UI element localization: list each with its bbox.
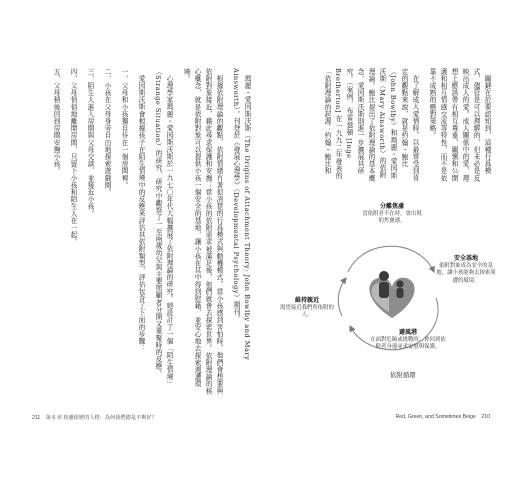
right-page — [264, 54, 500, 452]
body-paragraph: 在了解成人愛情時，以最常受到肯定的觀點來說，就是約翰・鮑比（John Bowlby）和瑪麗・愛因斯沃斯（Mary Ainsworth）的依附理論。鮑比提出了依附理論的基本概念，愛因斯沃斯則進一步擴展其研究。（案例，布雷瑟頓 [Inge Bretherton] 在一九九二年發表的「依附理論的起源：約翰・鮑比和 — [323, 68, 419, 182]
safe-haven-label: 避風港 在面對危險或挑戰時，會回到依附者身邊尋求安慰與保護。 — [370, 330, 446, 351]
chapter-label: 第 6 章 — [45, 415, 62, 421]
diagram-caption: 依附循環 — [390, 372, 416, 379]
list-item: 四、父母悄悄地離開房間，只留下小孩和陌生人在一起。 — [69, 68, 77, 246]
left-page-footer — [32, 414, 157, 421]
right-page-body — [304, 68, 492, 184]
list-item: 一、父母和小孩獨自待在一個房間裡。 — [120, 68, 128, 189]
attachment-cycle-diagram — [264, 194, 500, 404]
secure-base-label: 安全基地 依附對象成為安全的基地，讓小孩能夠去探索周遭的環境。 — [436, 256, 496, 284]
cycle-arrow — [348, 246, 434, 272]
left-page-body — [36, 68, 252, 398]
cycle-arrow — [338, 278, 346, 316]
body-paragraph: 根據依附理論的觀點，依附情緒有著很清楚的行爲模式與動機模式。當小孩感到害怕時，他們會想要與依附對象接近，藉此尋求保護和安撫；當小孩的依附需求被滿足後，他們就會去探索世界。依附理論的核心概念，就是依附對象可以提供小孩一個安全的基地，讓小孩在其中得到慰藉，並安心地去探索週遭環境。 — [182, 68, 223, 395]
chapter-title: 焦慮依戀的人格：為何我們總是不夠好？ — [63, 415, 157, 421]
heart-icon — [369, 278, 414, 318]
list-item: 二、小孩在父母身旁自由地探索遊戲間。 — [103, 68, 111, 196]
page-number: 210 — [481, 414, 490, 420]
right-page-footer — [395, 414, 490, 420]
body-paragraph: 瑪麗・愛因斯沃斯（The Origins of Attachment Theory: John Bowlby and Mary Ainsworth）。刊登於《發展心理學》（Developmental Psychology）期刊。 — [232, 68, 251, 360]
list-item: 五、父母稍後回到房間安撫小孩。 — [52, 68, 60, 175]
page-number: 211 — [32, 415, 41, 421]
separation-anxiety-label: 分離焦慮 當依附者不在時，會出現的焦慮感。 — [362, 204, 422, 225]
body-paragraph: 關鍵在於要認知到，這種行爲模式，儘管是可以理解的，但未必是反映出成人的愛。成人關係中的愛，理想上應該帶有相互尊重、關懷和公開適和相互情感交流等特性，而不是依靠不成熟的應對策略。 — [428, 68, 491, 182]
left-page — [22, 54, 260, 452]
book-spread — [22, 54, 500, 452]
running-title: Red, Green, and Sometimes Beige — [395, 414, 476, 420]
body-paragraph: 心理學家瑪麗・愛因斯沃斯於一九七〇年代大幅擴展了依附理論的研究。她設計了一個「陌生情境」（Strange Situation）的研究，研究中觀察了一至兩歲幼兒與主要照顧者分開又重聚時的反應。 — [154, 68, 173, 387]
proximity-maintenance-label: 維持親近 渴望接近我們所依附的人。 — [280, 298, 334, 319]
body-paragraph: 愛因斯沃斯會根據孩子在陌生情境中的反應來評估其依附類型，評估包含了下面的步驟： — [137, 74, 145, 352]
list-item: 三、陌生人進入房間與父母交談，並接近小孩。 — [86, 68, 94, 218]
